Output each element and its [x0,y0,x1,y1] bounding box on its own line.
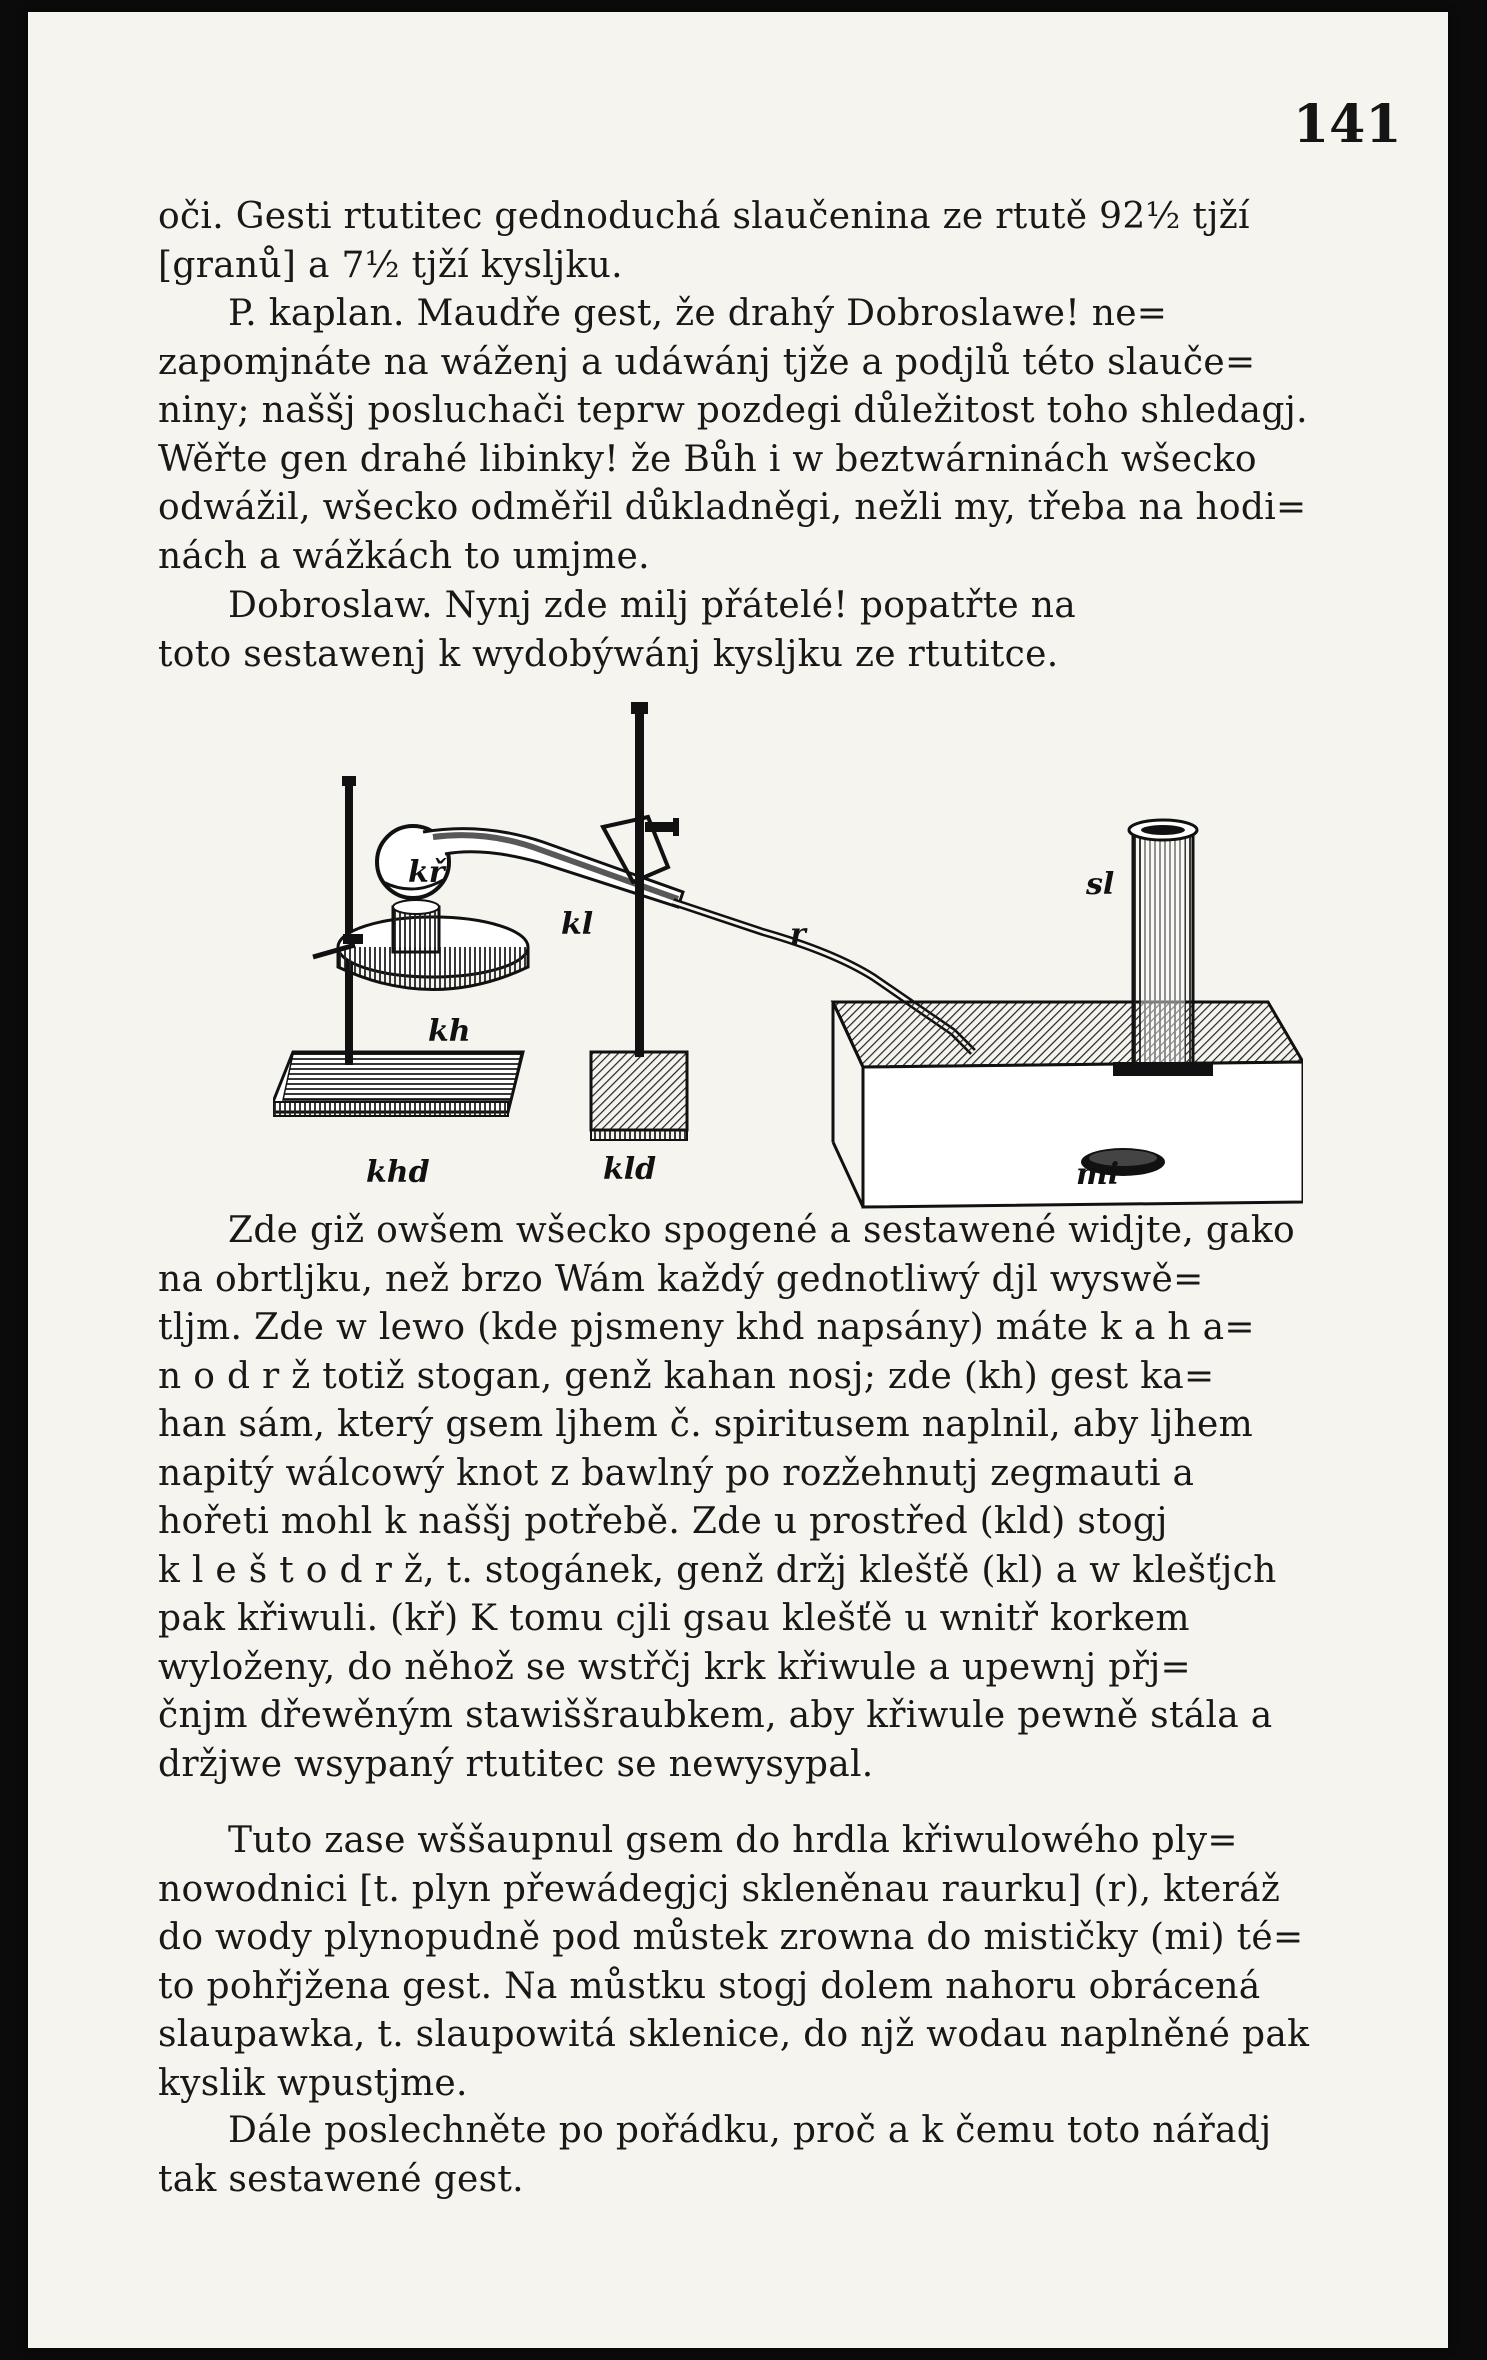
paragraph-2 [158,290,1374,581]
water-trough [833,1002,1303,1207]
text-line: to pohřjžena gest. Na můstku stogj dolem nahoru obrácená [158,1965,1261,2007]
text-line: oči. Gesti rtutitec gednoduchá slaučenina ze rtutě 92½ tjží [158,196,1250,237]
label-kr: kř [408,855,445,890]
text-line: nowodnici [t. plyn přewádegjcj skleněnau raurku] (r), kteráž [158,1868,1281,1910]
text-line: na obrtljku, než brzo Wám každý gednotliwý djl wyswě= [158,1258,1204,1300]
label-kl: kl [561,907,594,942]
text-line: držjwe wsypaný rtutitec se newysypal. [158,1743,874,1785]
text-line: napitý wálcowý knot z bawlný po rozžehnutj zegmauti a [158,1452,1195,1494]
text-line: zapomjnáte na wáženj a udáwánj tjže a podjlů této slauče= [158,341,1256,383]
page-number: 141 [1293,94,1402,155]
text-line: n o d r ž totiž stogan, genž kahan nosj; zde (kh) gest ka= [158,1355,1215,1397]
paragraph-4 [158,1207,1374,1789]
text-line: Dále poslechněte po pořádku, proč a k čemu toto nářadj [228,2110,1272,2151]
text-line: odwážil, wšecko odměřil důkladněgi, nežli my, třeba na hodi= [158,487,1307,528]
text-line: Zde giž owšem wšecko spogené a sestawené widjte, gako [228,1210,1296,1251]
text-line: toto sestawenj k wydobýwánj kysljku ze rtutitce. [158,633,1059,675]
book-page [28,12,1448,2348]
text-line: Tuto zase wššaupnul gsem do hrdla křiwulowého ply= [228,1820,1238,1861]
label-mi: mi [1076,1157,1120,1192]
text-line: pak křiwuli. (kř) K tomu cjli gsau klešťě u wnitř korkem [158,1598,1190,1639]
text-line: tljm. Zde w lewo (kde pjsmeny khd napsány) máte k a h a= [158,1307,1255,1348]
label-khd: khd [366,1155,430,1190]
text-line: čnjm dřewěným stawiššraubkem, aby křiwule pewně stála a [158,1695,1273,1736]
text-line: niny; naššj posluchači teprw pozdegi důležitost toho shledagj. [158,390,1308,431]
text-line: nách a wážkách to umjme. [158,535,650,577]
text-line: P. kaplan. Maudře gest, že drahý Dobroslawe! ne= [228,293,1168,334]
text-line: Wěřte gen drahé libinky! že Bůh i w beztwárninách wšecko [158,438,1257,480]
text-line: tak sestawené gest. [158,2158,524,2200]
text-line: [granů] a 7½ tjží kysljku. [158,244,623,286]
paragraph-6 [158,2107,1374,2204]
text-line: han sám, který gsem ljhem č. spiritusem naplnil, aby ljhem [158,1404,1254,1445]
apparatus-illustration [273,702,1303,1222]
label-sl: sl [1086,867,1115,902]
text-line: slaupawka, t. slaupowitá sklenice, do njž wodau naplněné pak [158,2014,1310,2055]
label-r: r [790,917,806,952]
text-line: Dobroslaw. Nynj zde milj přátelé! popatřte na [228,585,1076,626]
label-kld: kld [603,1152,657,1187]
paragraph-5 [158,1817,1374,2108]
text-line: kyslik wpustjme. [158,2062,468,2104]
text-line: k l e š t o d r ž, t. stogánek, genž držj klešťě (kl) a w klešťjch [158,1549,1277,1591]
text-line: do wody plynopudně pod můstek zrowna do mističky (mi) té= [158,1917,1304,1958]
paragraph-1 [158,193,1374,290]
paragraph-3 [158,582,1374,679]
label-kh: kh [428,1014,471,1049]
text-line: hořeti mohl k naššj potřebě. Zde u prostřed (kld) stogj [158,1501,1168,1542]
text-line: wyloženy, do něhož se wstřčj krk křiwule a upewnj přj= [158,1646,1192,1688]
